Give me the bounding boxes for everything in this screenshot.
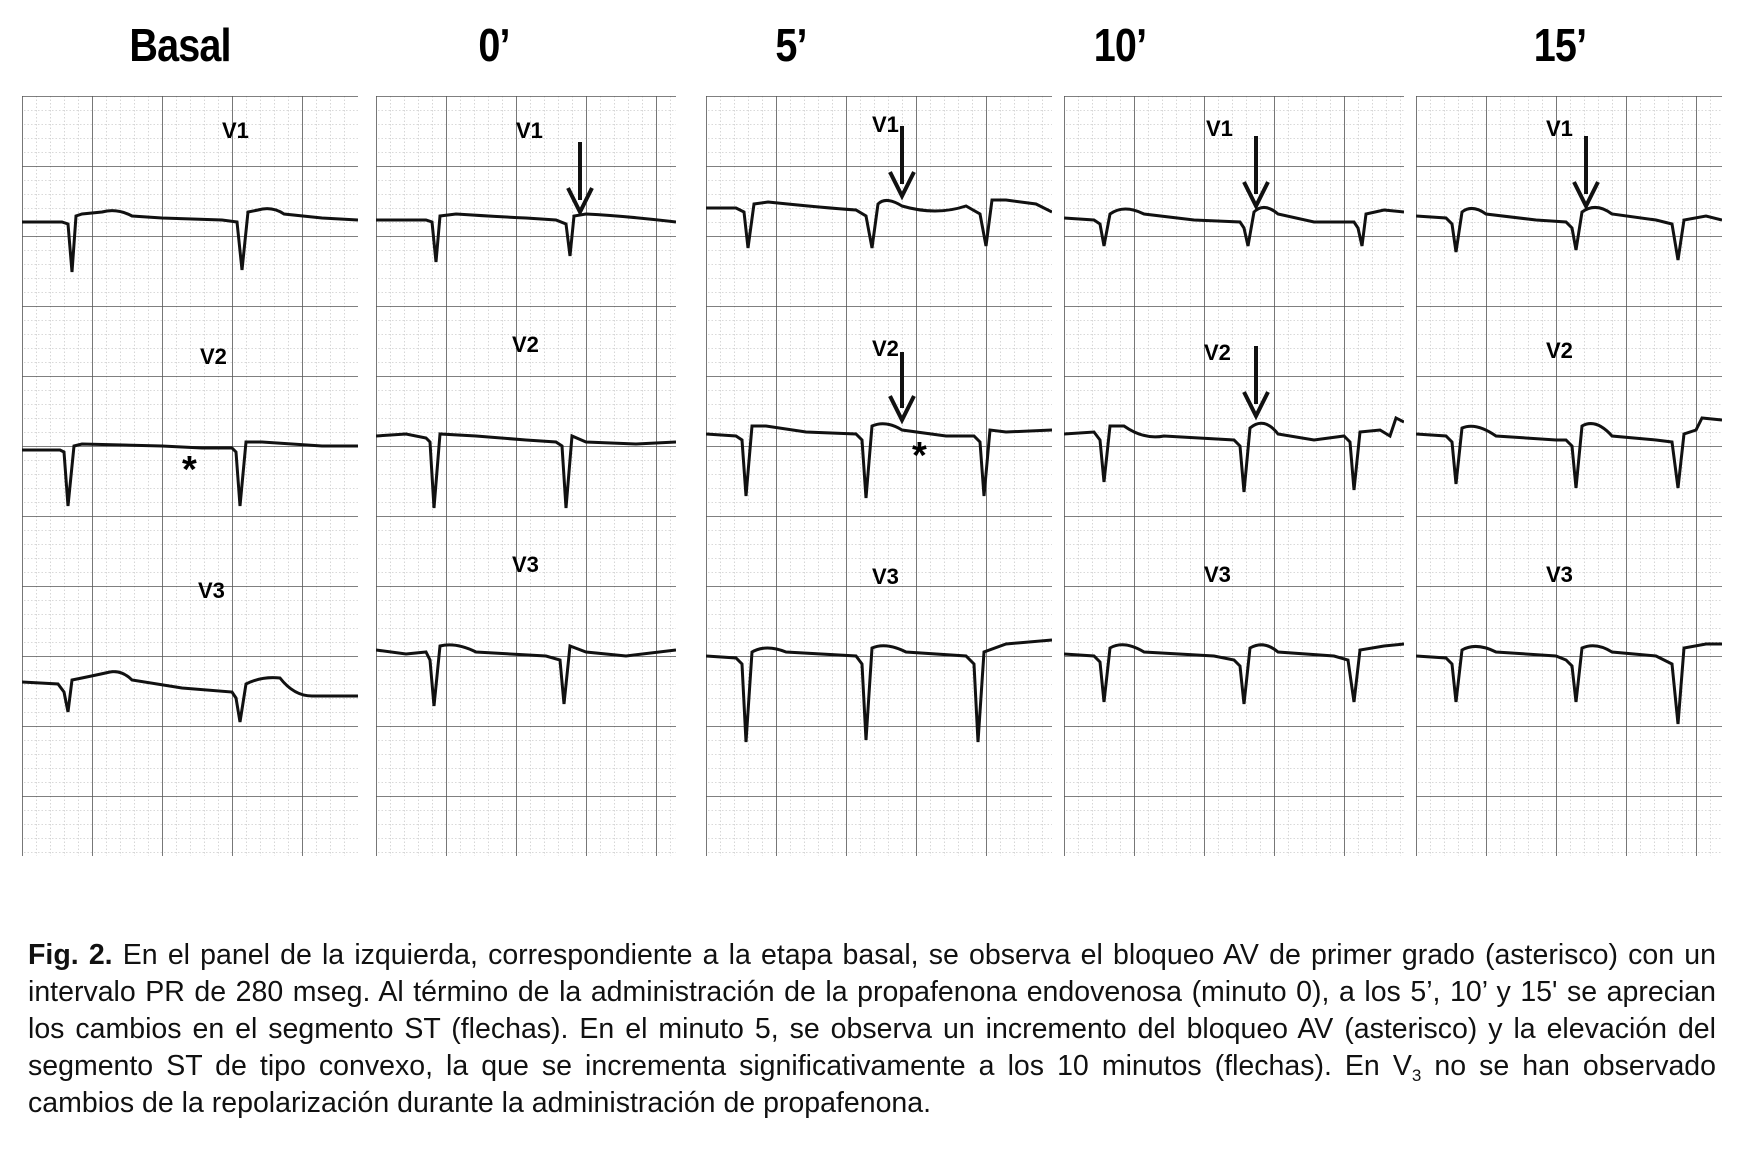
lead-label-v3: V3: [872, 564, 899, 589]
panel-title-min0: 0’: [478, 19, 510, 71]
lead-label-v1: V1: [872, 112, 899, 137]
lead-label-v3: V3: [512, 552, 539, 577]
panel-title-min10: 10’: [1093, 19, 1147, 71]
panel-title-min5: 5’: [775, 19, 807, 71]
figure-caption: [28, 937, 1716, 1122]
ecg-strip-min15: [1416, 96, 1722, 856]
ecg-strip-min0: [376, 96, 676, 856]
lead-label-v3: V3: [1204, 562, 1231, 587]
panel-title-basal: Basal: [129, 19, 231, 71]
lead-label-v1: V1: [516, 118, 543, 143]
ecg-panel-min15: [1416, 96, 1722, 856]
lead-label-v3: V3: [198, 578, 225, 603]
lead-label-v2: V2: [872, 336, 899, 361]
ecg-panel-min5: [706, 96, 1052, 856]
ecg-strip-basal: [22, 96, 358, 856]
asterisk-mark: *: [912, 435, 927, 477]
lead-label-v2: V2: [512, 332, 539, 357]
lead-label-v1: V1: [1206, 116, 1233, 141]
panel-title-min15: 15’: [1533, 19, 1587, 71]
caption-text-part2: no se han observado cambios de la repolarización durante la administración de propafenona.: [28, 1049, 1716, 1119]
ecg-panel-basal: [22, 96, 358, 856]
asterisk-mark: *: [182, 449, 197, 491]
caption-text-part1: En el panel de la izquierda, correspondiente a la etapa basal, se observa el bloqueo AV de primer grado (asterisco) con un intervalo PR de 280 mseg. Al término de la administración de la propafenona endovenosa (minuto 0), a los 5’, 10’ y 15' se aprecian los cambios en el segmento ST (flechas). En el minuto 5, se observa un incremento del bloqueo AV (asterisco) y la elevación del segmento ST de tipo convexo, la que se incrementa significativamente a los 10 minutos (flechas). En V: [28, 938, 1716, 1082]
ecg-strip-min10: [1064, 96, 1404, 856]
lead-label-v2: V2: [1204, 340, 1231, 365]
lead-label-v1: V1: [1546, 116, 1573, 141]
caption-subscript: 3: [1411, 1065, 1422, 1085]
ecg-strip-min5: [706, 96, 1052, 856]
lead-label-v2: V2: [1546, 338, 1573, 363]
lead-label-v3: V3: [1546, 562, 1573, 587]
lead-label-v1: V1: [222, 118, 249, 143]
ecg-panel-min10: [1064, 96, 1404, 856]
ecg-panel-min0: [376, 96, 676, 856]
lead-label-v2: V2: [200, 344, 227, 369]
caption-label: Fig. 2.: [28, 938, 113, 971]
